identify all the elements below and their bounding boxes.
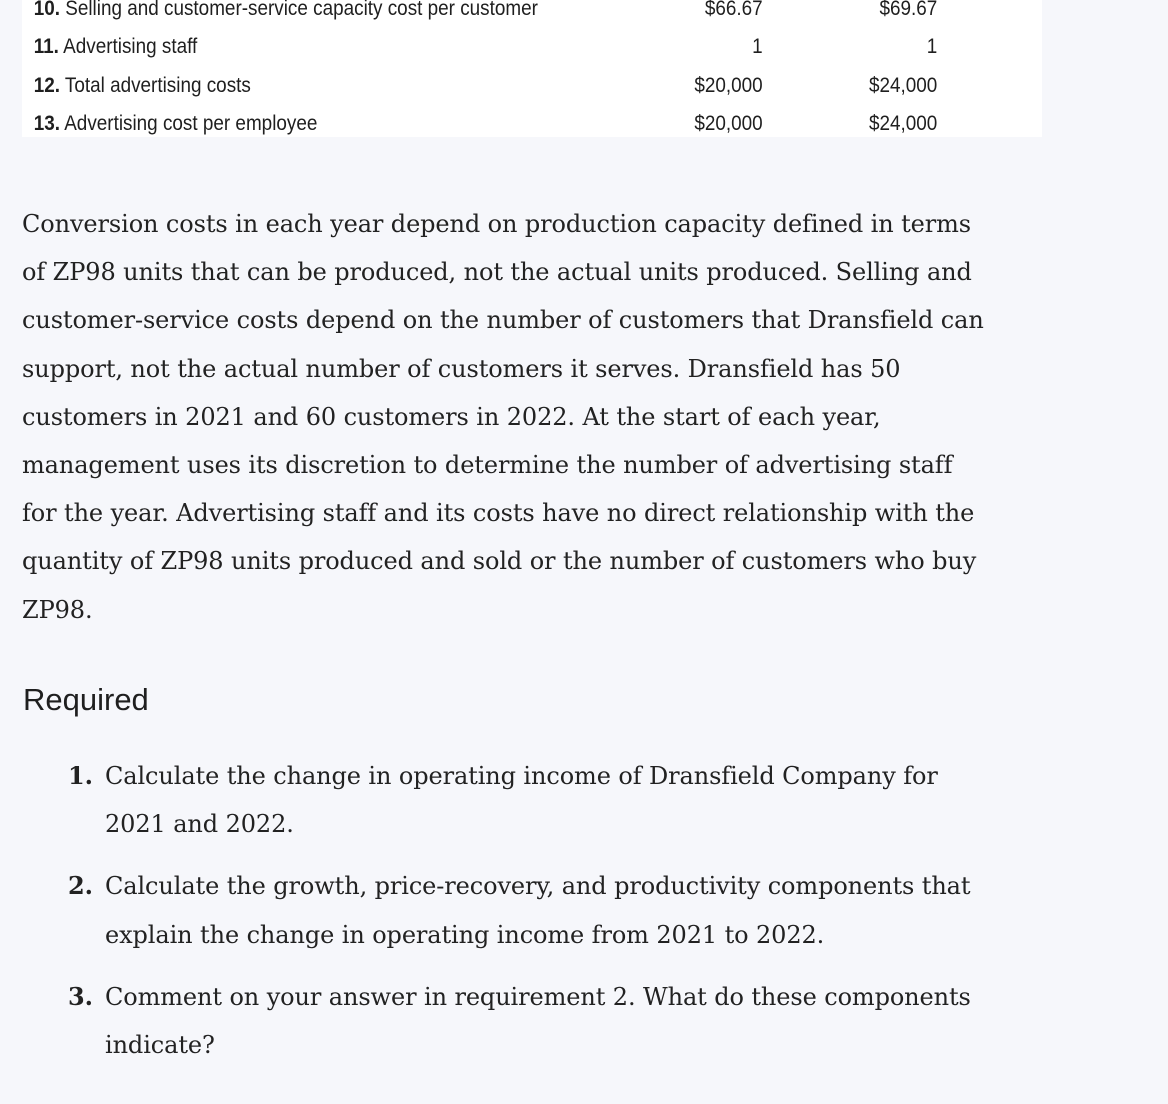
row-label xyxy=(34,112,318,136)
value-2022: $24,000 xyxy=(868,74,938,97)
row-text: Advertising cost per employee xyxy=(64,112,318,135)
value-2022: 1 xyxy=(926,35,938,58)
table-row xyxy=(22,0,940,27)
paragraph-line: customers in 2021 and 60 customers in 2022. At the start of each year, xyxy=(22,402,881,431)
body-paragraph xyxy=(22,200,1052,634)
requirement-line: 2021 and 2022. xyxy=(105,810,294,839)
row-number: 10. xyxy=(33,0,60,20)
requirement-number: 3. xyxy=(68,981,93,1011)
table-row xyxy=(22,35,940,65)
requirements-list xyxy=(0,752,1100,1083)
value-2021: $66.67 xyxy=(704,0,763,20)
table-row xyxy=(22,112,940,142)
paragraph-line: customer-service costs depend on the number of customers that Dransfield can xyxy=(22,306,984,335)
requirement-line: Comment on your answer in requirement 2. What do these components xyxy=(105,982,971,1011)
requirement-item xyxy=(0,752,1100,848)
value-2022: $69.67 xyxy=(879,0,938,20)
requirement-line: explain the change in operating income from 2021 to 2022. xyxy=(105,920,825,949)
requirement-line: Calculate the change in operating income of Dransfield Company for xyxy=(105,762,938,790)
row-label xyxy=(34,74,251,98)
requirement-item xyxy=(0,973,1100,1069)
row-label xyxy=(34,0,538,21)
requirement-number: 1. xyxy=(68,761,93,790)
row-label xyxy=(34,35,198,59)
row-text: Total advertising costs xyxy=(64,74,251,97)
paragraph-line: for the year. Advertising staff and its costs have no direct relationship with the xyxy=(22,499,975,528)
paragraph-line: Conversion costs in each year depend on production capacity defined in terms xyxy=(22,210,972,238)
row-text: Selling and customer-service capacity cost per customer xyxy=(65,0,538,20)
paragraph-line: support, not the actual number of customers it serves. Dransfield has 50 xyxy=(22,354,901,383)
row-text: Advertising staff xyxy=(63,35,198,58)
paragraph-line: management uses its discretion to determine the number of advertising staff xyxy=(22,451,953,480)
value-2021: 1 xyxy=(752,35,763,58)
row-number: 13. xyxy=(33,112,60,135)
row-number: 11. xyxy=(33,35,59,58)
required-heading: Required xyxy=(23,682,149,717)
requirement-item xyxy=(0,862,1100,958)
paragraph-line: quantity of ZP98 units produced and sold or the number of customers who buy xyxy=(22,547,977,576)
table-row xyxy=(22,74,940,104)
requirement-line: indicate? xyxy=(105,1031,215,1060)
cost-data-table xyxy=(22,0,1042,137)
paragraph-line: of ZP98 units that can be produced, not the actual units produced. Selling and xyxy=(22,258,972,287)
requirement-line: Calculate the growth, price-recovery, and productivity components that xyxy=(105,872,971,901)
value-2021: $20,000 xyxy=(694,112,763,135)
row-number: 12. xyxy=(33,74,60,97)
requirement-number: 2. xyxy=(68,871,93,901)
value-2022: $24,000 xyxy=(868,112,938,135)
value-2021: $20,000 xyxy=(694,74,763,97)
paragraph-line: ZP98. xyxy=(22,595,93,624)
